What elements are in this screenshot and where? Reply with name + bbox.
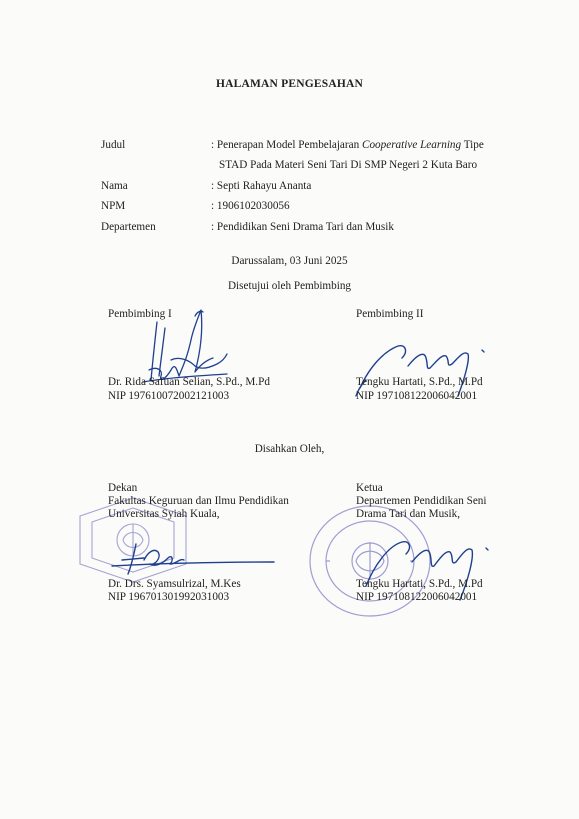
judul-value-line2: STAD Pada Materi Seni Tari Di SMP Negeri 2 Kuta Baro [219,159,478,171]
judul-prefix: : Penerapan Model Pembelajaran [211,139,362,151]
approved-by: Disetujui oleh Pembimbing [227,280,352,292]
page-title: HALAMAN PENGESAHAN [215,78,364,90]
departemen-value: : Pendidikan Seni Drama Tari dan Musik [211,221,394,233]
pembimbing1-nip: NIP 197610072002121003 [108,390,230,402]
ketua-unit-line2: Drama Tari dan Musik, [356,508,461,520]
pembimbing1-name: Dr. Rida Safuan Selian, S.Pd., M.Pd [108,376,270,388]
npm-label: NPM [101,200,126,212]
judul-value-line1 [211,139,484,151]
dekan-unit-line2: Universitas Syiah Kuala, [108,508,220,520]
dekan-name: Dr. Drs. Syamsulrizal, M.Kes [108,578,241,590]
judul-italic: Cooperative Learning [361,139,462,151]
dekan-signature [108,530,278,580]
judul-suffix: Tipe [461,139,484,151]
dekan-role: Dekan [108,482,138,494]
ratified-by: Disahkan Oleh, [254,443,325,455]
npm-value: : 1906102030056 [211,200,290,212]
dekan-unit-line1: Fakultas Keguruan dan Ilmu Pendidikan [108,495,289,507]
departemen-label: Departemen [101,221,156,233]
judul-label: Judul [101,139,126,151]
place-date: Darussalam, 03 Juni 2025 [231,255,348,267]
pembimbing2-name: Tengku Hartati, S.Pd., M.Pd [356,376,483,388]
nama-label: Nama [101,180,128,192]
ketua-nip: NIP 197108122006042001 [356,591,478,603]
ketua-role: Ketua [356,482,383,494]
pembimbing2-role: Pembimbing II [356,308,424,320]
pembimbing1-role: Pembimbing I [108,308,172,320]
ketua-unit-line1: Departemen Pendidikan Seni [356,495,487,507]
pembimbing2-nip: NIP 197108122006042001 [356,390,478,402]
dekan-nip: NIP 196701301992031003 [108,591,230,603]
nama-value: : Septi Rahayu Ananta [211,180,312,192]
ketua-name: Tengku Hartati, S.Pd., M.Pd [356,578,483,590]
